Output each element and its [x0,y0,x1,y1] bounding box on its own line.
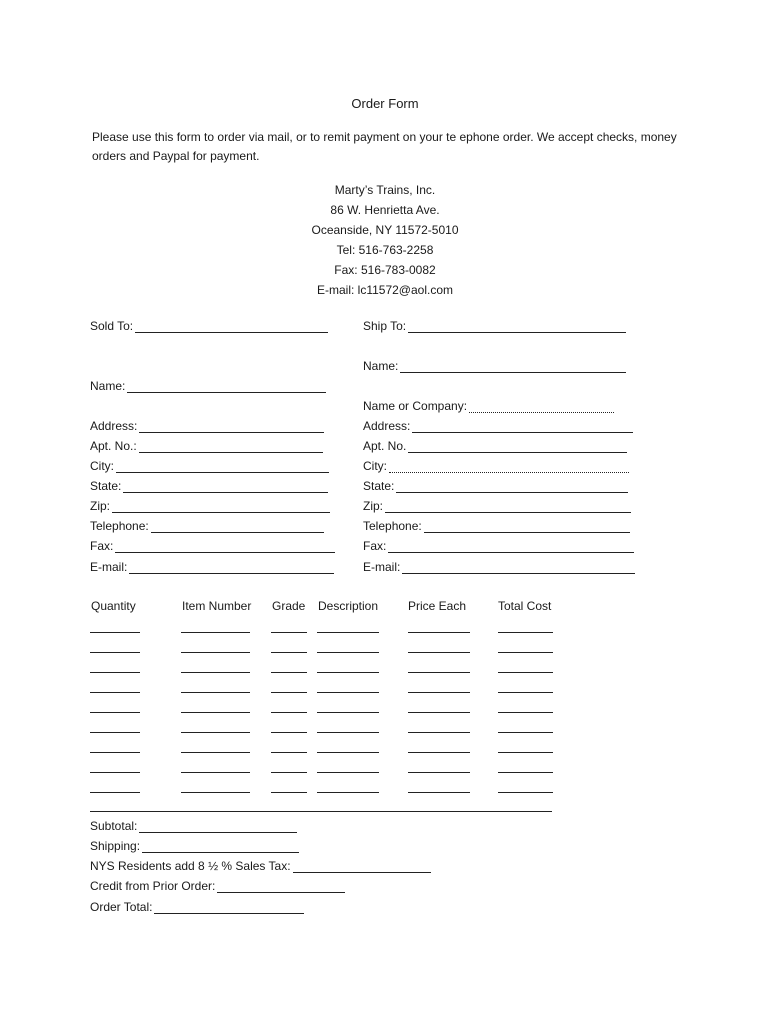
sold-apt-line [139,440,323,453]
order-total-cost-blank[interactable] [498,692,553,693]
ship-name-field[interactable] [363,359,626,373]
sold-apt-field[interactable] [90,439,323,453]
order-price-each-blank[interactable] [408,772,470,773]
sold-address-field[interactable] [90,419,324,433]
company-block [0,180,770,300]
sold-fax-field[interactable] [90,539,335,553]
credit-field[interactable] [90,879,345,893]
ship-address-label: Address: [363,419,411,433]
sold-zip-label: Zip: [90,499,111,513]
ship-email-line [402,561,635,574]
col-item-number: Item Number [182,599,252,613]
page-title: Order Form [351,96,419,111]
order-quantity-blank[interactable] [90,652,140,653]
sold-city-field[interactable] [90,459,329,473]
company-name: Marty’s Trains, Inc. [334,183,436,197]
subtotal-line [139,820,297,833]
order-item-number-blank[interactable] [181,652,250,653]
ship-email-field[interactable] [363,560,635,574]
order-item-number-blank[interactable] [181,752,250,753]
order-table-separator [90,811,552,812]
sold-state-label: State: [90,479,122,493]
ship-address-line [412,420,633,433]
order-grade-blank[interactable] [271,632,307,633]
shipping-label: Shipping: [90,839,141,853]
order-description-blank[interactable] [317,692,379,693]
order-quantity-blank[interactable] [90,732,140,733]
col-grade: Grade [272,599,306,613]
sold-fax-label: Fax: [90,539,114,553]
ship-state-line [396,480,628,493]
order-grade-blank[interactable] [271,772,307,773]
sold-zip-line [112,500,330,513]
order-description-blank[interactable] [317,792,379,793]
sold-name-line [127,380,326,393]
order-price-each-blank[interactable] [408,632,470,633]
sold-state-field[interactable] [90,479,328,493]
order-grade-blank[interactable] [271,712,307,713]
order-price-each-blank[interactable] [408,752,470,753]
intro-text: Please use this form to order via mail, or to remit payment on your te ephone order. We accept checks, money orders and Paypal for payment. [92,130,677,163]
ship-address-field[interactable] [363,419,633,433]
order-description-blank[interactable] [317,632,379,633]
sold-city-line [116,460,329,473]
ship-name-line [400,360,626,373]
order-item-number-blank[interactable] [181,792,250,793]
order-item-number-blank[interactable] [181,632,250,633]
company-fax: Fax: 516-783-0082 [334,263,436,277]
order-description-blank[interactable] [317,672,379,673]
ship-zip-label: Zip: [363,499,384,513]
tax-label: NYS Residents add 8 ½ % Sales Tax: [90,859,291,873]
subtotal-label: Subtotal: [90,819,138,833]
order-grade-blank[interactable] [271,672,307,673]
ship-fax-field[interactable] [363,539,634,553]
order-description-blank[interactable] [317,752,379,753]
order-total-cost-blank[interactable] [498,772,553,773]
order-grade-blank[interactable] [271,692,307,693]
order-quantity-blank[interactable] [90,692,140,693]
company-address2: Oceanside, NY 11572-5010 [311,223,459,237]
order-total-cost-blank[interactable] [498,752,553,753]
order-total-cost-blank[interactable] [498,652,553,653]
ship-name-label: Name: [363,359,399,373]
ship-zip-line [385,500,631,513]
col-price-each: Price Each [408,599,467,613]
shipping-field[interactable] [90,839,299,853]
credit-label: Credit from Prior Order: [90,879,216,893]
sold-to-label: Sold To: [90,319,134,333]
order-price-each-blank[interactable] [408,672,470,673]
ship-fax-label: Fax: [363,539,387,553]
order-grade-blank[interactable] [271,752,307,753]
order-price-each-blank[interactable] [408,792,470,793]
sold-telephone-label: Telephone: [90,519,149,533]
order-total-field[interactable] [90,900,304,914]
ship-zip-field[interactable] [363,499,631,513]
col-description: Description [318,599,379,613]
company-email: E-mail: lc11572@aol.com [316,283,453,297]
order-description-blank[interactable] [317,772,379,773]
order-item-number-blank[interactable] [181,772,250,773]
ship-company-line [469,400,614,413]
order-price-each-blank[interactable] [408,652,470,653]
tax-field[interactable] [90,859,431,873]
order-quantity-blank[interactable] [90,632,140,633]
company-tel: Tel: 516-763-2258 [336,243,434,257]
sold-address-label: Address: [90,419,138,433]
sold-name-field[interactable] [90,379,326,393]
tax-line [293,860,431,873]
order-price-each-blank[interactable] [408,712,470,713]
sold-to-field[interactable] [90,319,328,333]
order-item-number-blank[interactable] [181,672,250,673]
order-item-number-blank[interactable] [181,712,250,713]
sold-city-label: City: [90,459,114,473]
subtotal-field[interactable] [90,819,297,833]
order-total-cost-blank[interactable] [498,632,553,633]
order-quantity-blank[interactable] [90,772,140,773]
order-grade-blank[interactable] [271,652,307,653]
order-total-cost-blank[interactable] [498,712,553,713]
order-grade-blank[interactable] [271,792,307,793]
order-grade-blank[interactable] [271,732,307,733]
order-price-each-blank[interactable] [408,732,470,733]
sold-state-line [123,480,328,493]
ship-state-label: State: [363,479,395,493]
sold-telephone-field[interactable] [90,519,324,533]
sold-email-line [129,561,334,574]
order-item-number-blank[interactable] [181,732,250,733]
credit-line [217,880,345,893]
ship-apt-line [408,440,627,453]
sold-email-label: E-mail: [90,560,128,574]
col-quantity: Quantity [91,599,136,613]
order-total-cost-blank[interactable] [498,792,553,793]
shipping-line [142,840,299,853]
ship-state-field[interactable] [363,479,628,493]
ship-company-label: Name or Company: [363,399,468,413]
order-price-each-blank[interactable] [408,692,470,693]
ship-to-field[interactable] [363,319,626,333]
sold-email-field[interactable] [90,560,334,574]
ship-telephone-line [424,520,630,533]
order-description-blank[interactable] [317,712,379,713]
sold-fax-line [115,540,335,553]
order-total-cost-blank[interactable] [498,672,553,673]
ship-telephone-field[interactable] [363,519,630,533]
ship-to-label: Ship To: [363,319,407,333]
order-description-blank[interactable] [317,732,379,733]
ship-apt-field[interactable] [363,439,627,453]
ship-fax-line [388,540,634,553]
ship-apt-label: Apt. No. [363,439,407,453]
col-total-cost: Total Cost [498,599,552,613]
order-quantity-blank[interactable] [90,792,140,793]
ship-company-field[interactable] [363,399,614,413]
ship-city-line [389,460,629,473]
ship-email-label: E-mail: [363,560,401,574]
sold-zip-field[interactable] [90,499,330,513]
sold-address-line [139,420,324,433]
ship-city-label: City: [363,459,387,473]
order-total-line [154,901,304,914]
order-total-label: Order Total: [90,900,153,914]
ship-city-field[interactable] [363,459,629,473]
ship-telephone-label: Telephone: [363,519,422,533]
company-address1: 86 W. Henrietta Ave. [330,203,440,217]
order-total-cost-blank[interactable] [498,732,553,733]
order-quantity-blank[interactable] [90,712,140,713]
order-description-blank[interactable] [317,652,379,653]
sold-to-line [135,320,328,333]
sold-apt-label: Apt. No.: [90,439,137,453]
order-item-number-blank[interactable] [181,692,250,693]
sold-telephone-line [151,520,324,533]
order-quantity-blank[interactable] [90,672,140,673]
order-quantity-blank[interactable] [90,752,140,753]
ship-to-line [408,320,626,333]
sold-name-label: Name: [90,379,126,393]
